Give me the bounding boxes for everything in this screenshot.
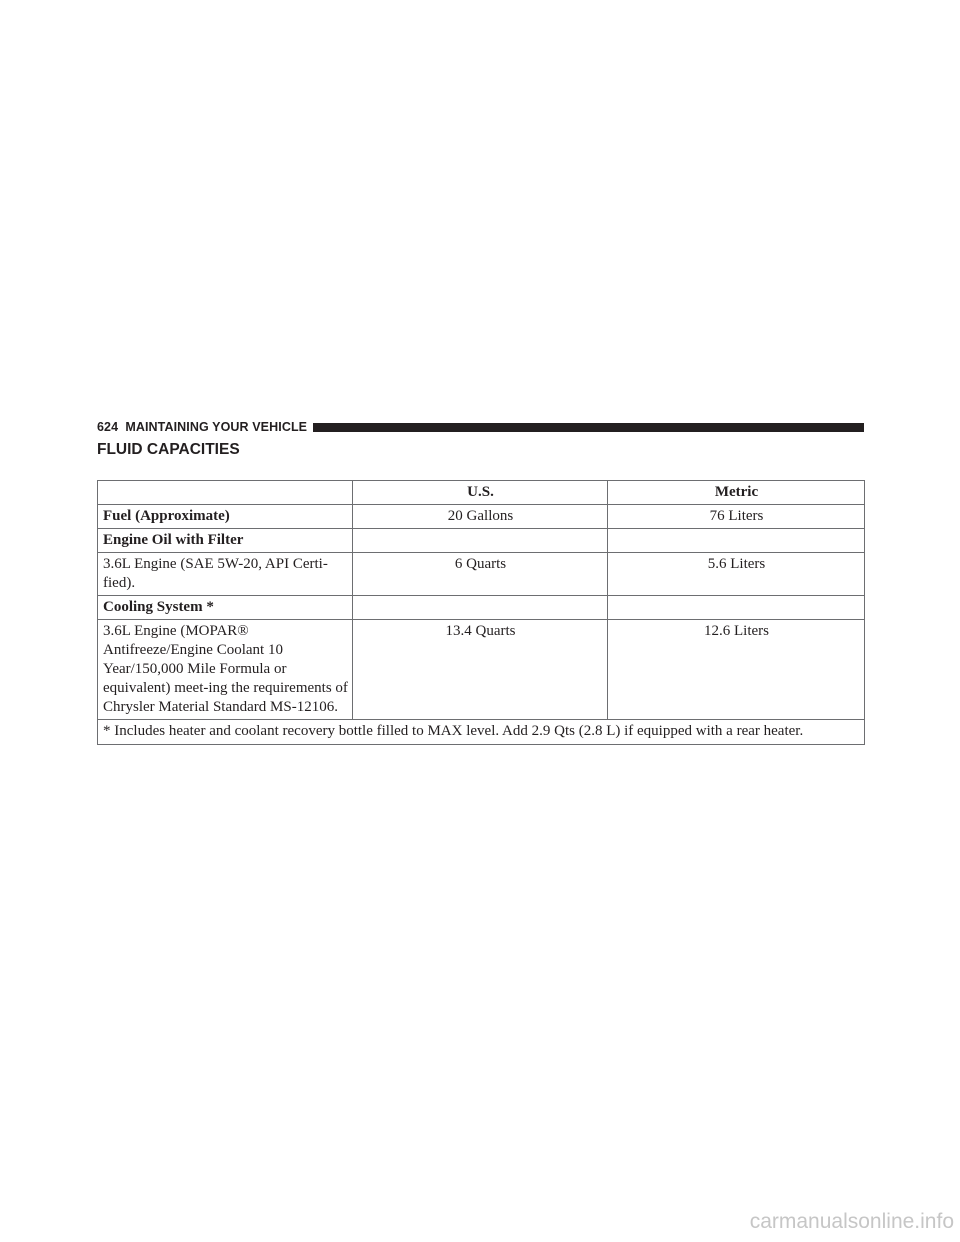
page-header xyxy=(97,420,864,434)
table-row xyxy=(98,620,865,720)
table-row xyxy=(98,529,865,553)
table-row xyxy=(98,596,865,620)
row-us-value xyxy=(353,529,608,553)
row-metric-value xyxy=(608,529,865,553)
section-name: MAINTAINING YOUR VEHICLE xyxy=(125,420,308,434)
row-label: 3.6L Engine (MOPAR® Antifreeze/Engine Coolant 10 Year/150,000 Mile Formula or equivalent) meet-ing the requirements of Chrysler Material Standard MS-12106. xyxy=(98,620,353,720)
table-header-row xyxy=(98,481,865,505)
column-header-metric: Metric xyxy=(608,481,865,505)
row-label: Engine Oil with Filter xyxy=(98,529,353,553)
row-label: 3.6L Engine (SAE 5W-20, API Certi-fied). xyxy=(98,553,353,596)
row-label: Cooling System * xyxy=(98,596,353,620)
row-us-value xyxy=(353,596,608,620)
table-row xyxy=(98,505,865,529)
fluid-capacities-table xyxy=(97,480,865,745)
row-us-value: 20 Gallons xyxy=(353,505,608,529)
column-header-item xyxy=(98,481,353,505)
footnote-row xyxy=(98,720,865,745)
row-label: Fuel (Approximate) xyxy=(98,505,353,529)
row-us-value: 6 Quarts xyxy=(353,553,608,596)
table-row xyxy=(98,553,865,596)
page-number: 624 xyxy=(97,420,119,434)
row-metric-value: 5.6 Liters xyxy=(608,553,865,596)
row-metric-value: 12.6 Liters xyxy=(608,620,865,720)
row-metric-value xyxy=(608,596,865,620)
section-title: FLUID CAPACITIES xyxy=(97,441,240,458)
header-rule xyxy=(313,423,864,432)
watermark: carmanualsonline.info xyxy=(749,1210,954,1233)
column-header-us: U.S. xyxy=(353,481,608,505)
footnote: * Includes heater and coolant recovery bottle filled to MAX level. Add 2.9 Qts (2.8 L) if equipped with a rear heater. xyxy=(98,720,865,745)
page-header-text xyxy=(97,420,307,434)
row-us-value: 13.4 Quarts xyxy=(353,620,608,720)
row-metric-value: 76 Liters xyxy=(608,505,865,529)
